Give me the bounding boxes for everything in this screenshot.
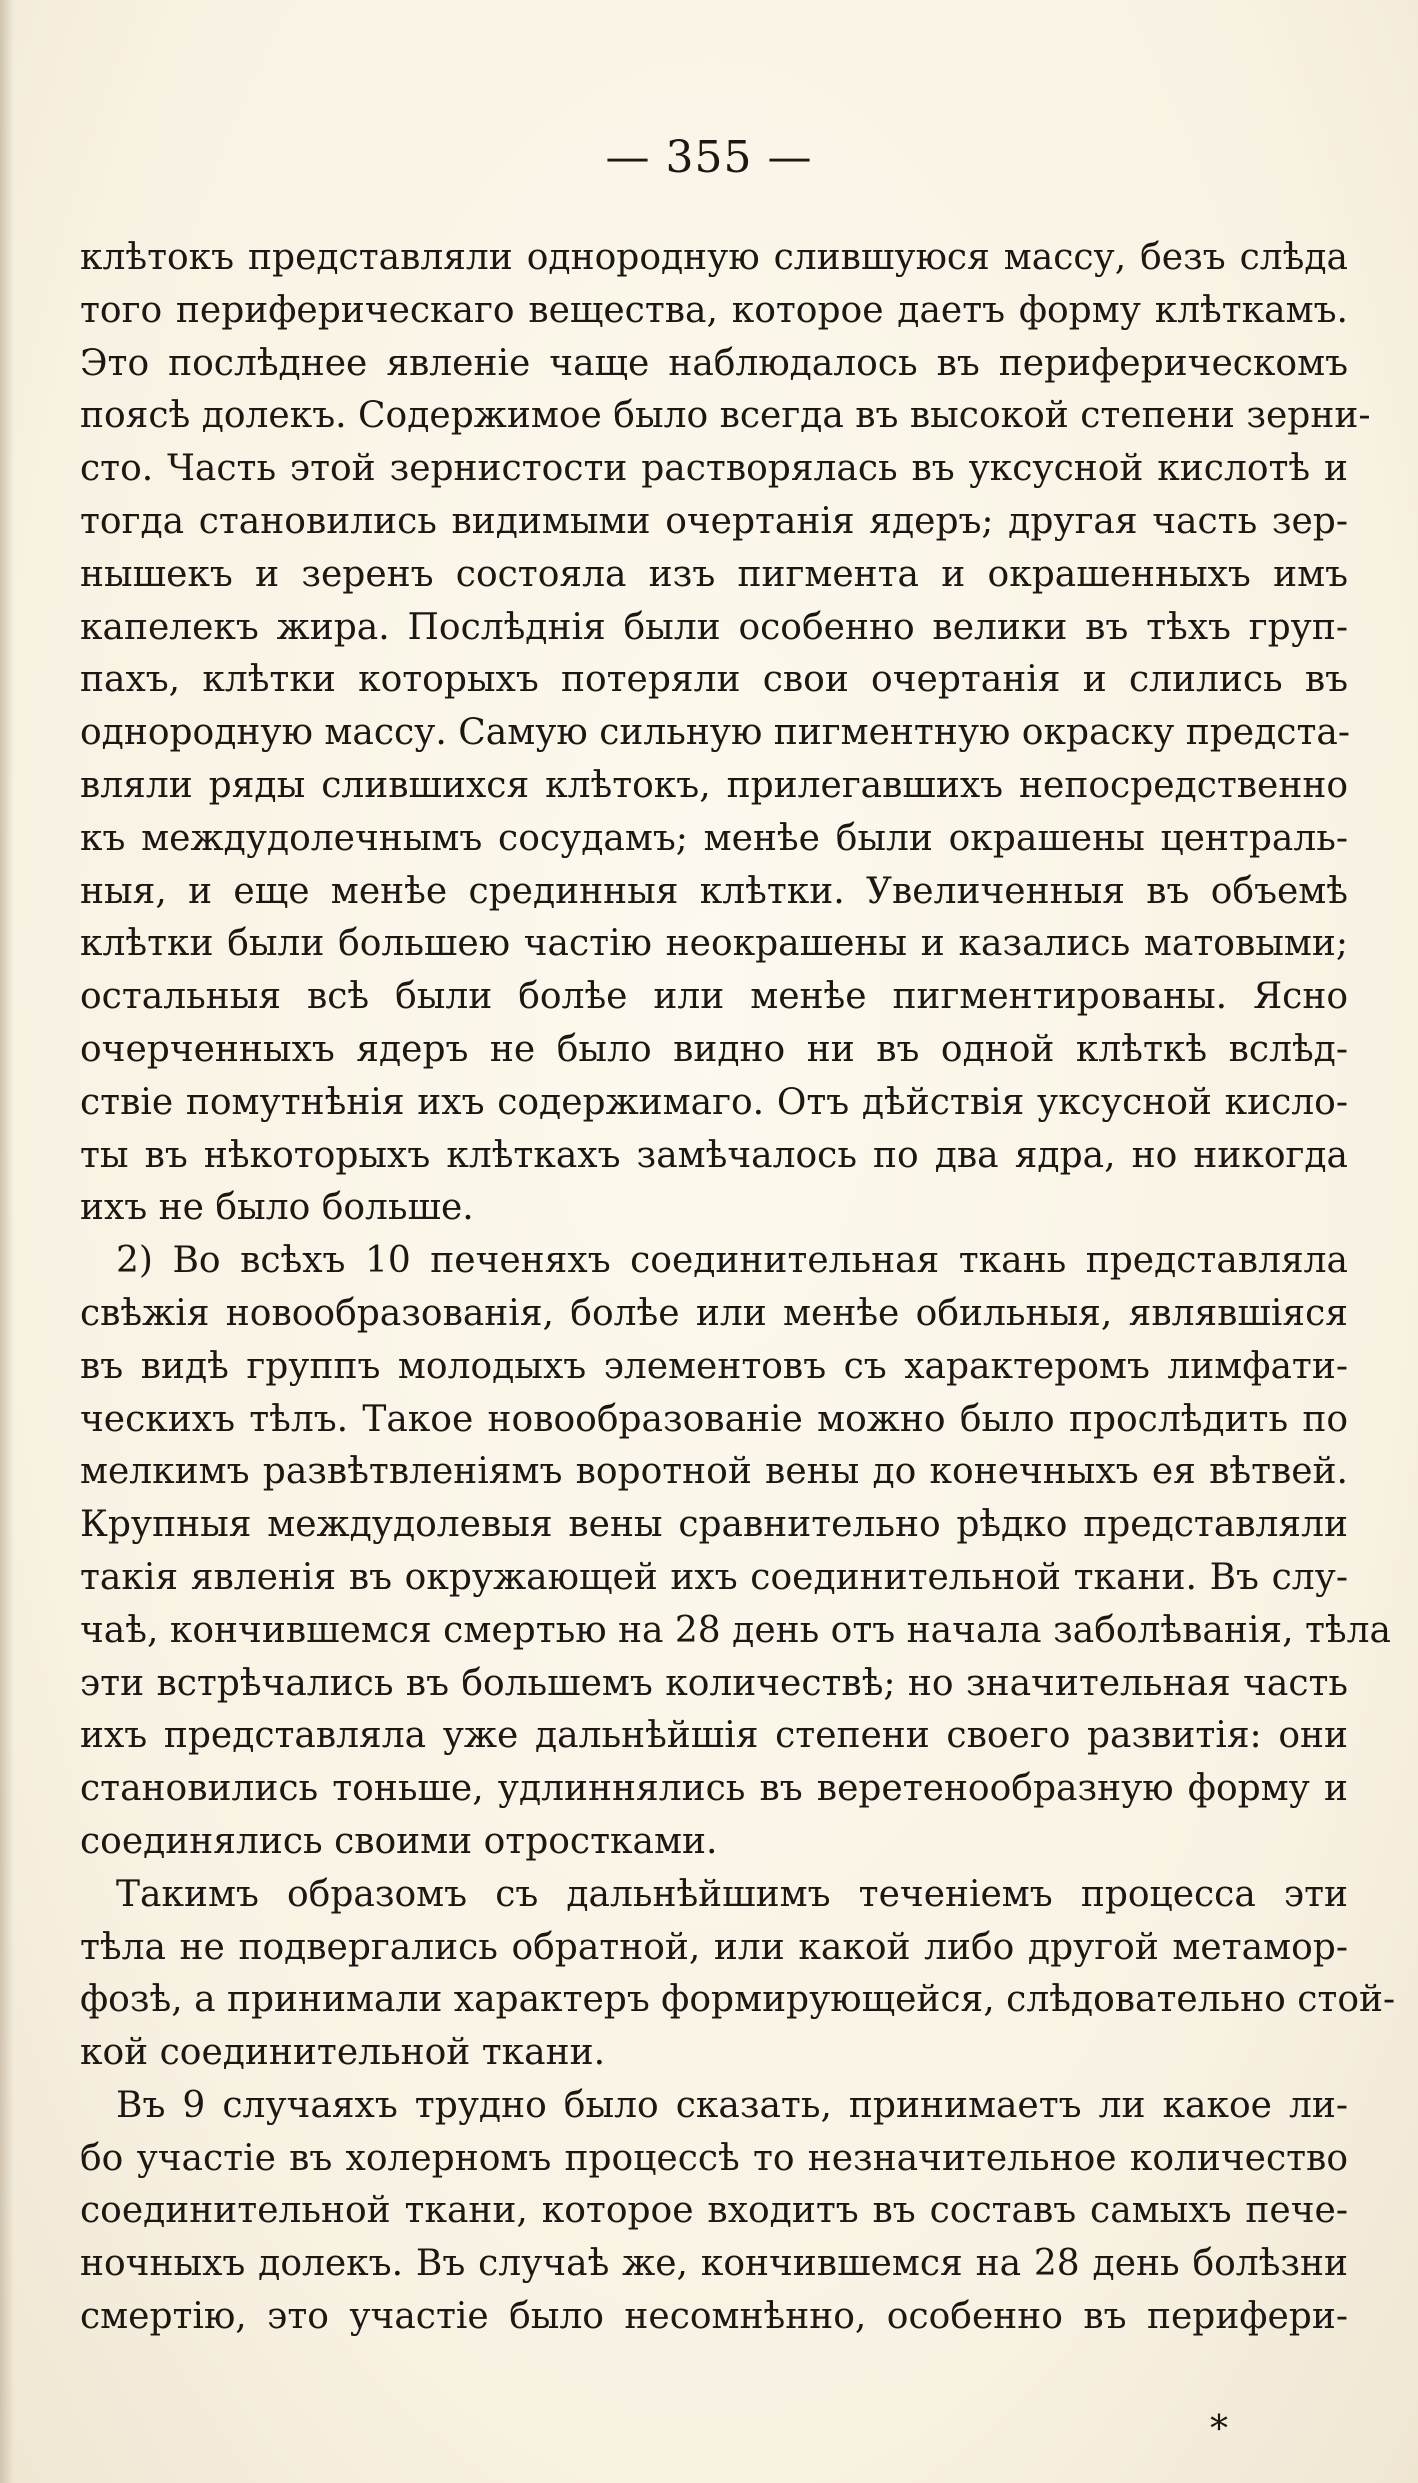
text-line: однородную массу. Самую сильную пигментную окраску предста- (80, 712, 1350, 754)
text-line: капелекъ жира. Послѣднія были особенно велики въ тѣхъ груп- (80, 606, 1348, 648)
text-line: вляли ряды слившихся клѣтокъ, прилегавшихъ непосредственно (80, 764, 1348, 806)
text-line: Такимъ образомъ съ дальнѣйшимъ теченіемъ процесса эти (116, 1873, 1348, 1915)
text-line: того периферическаго вещества, которое даетъ форму клѣткамъ. (80, 289, 1348, 331)
text-line: 2) Во всѣхъ 10 печеняхъ соединительная ткань представляла (116, 1240, 1348, 1282)
text-line: ствіе помутнѣнія ихъ содержимаго. Отъ дѣйствія уксусной кисло- (80, 1081, 1348, 1123)
text-line: ческихъ тѣлъ. Такое новообразованіе можно было прослѣдить по (80, 1398, 1348, 1440)
page-number: — 355 — (605, 132, 813, 183)
text-line: ихъ не было больше. (80, 1187, 474, 1229)
text-line: Крупныя междудолевыя вены сравнительно рѣдко представляли (80, 1504, 1348, 1546)
text-line: чаѣ, кончившемся смертью на 28 день отъ начала заболѣванія, тѣла (80, 1609, 1391, 1651)
text-line: Въ 9 случаяхъ трудно было сказать, принимаетъ ли какое ли- (116, 2084, 1348, 2126)
text-line: такія явленія въ окружающей ихъ соединительной ткани. Въ слу- (80, 1556, 1348, 1598)
text-line: соединялись своими отростками. (80, 1820, 718, 1862)
text-line: бо участіе въ холерномъ процессѣ то незначительное количество (80, 2137, 1348, 2179)
body-text (80, 232, 1396, 2344)
text-line: эти встрѣчались въ большемъ количествѣ; но значительная часть (80, 1662, 1348, 1704)
text-line: нышекъ и зеренъ состояла изъ пигмента и окрашенныхъ имъ (80, 553, 1348, 595)
text-line: фозѣ, а принимали характеръ формирующейся, слѣдовательно стой- (80, 1979, 1396, 2021)
text-line: свѣжія новообразованія, болѣе или менѣе обильныя, являвшіяся (80, 1292, 1348, 1334)
text-line: кой соединительной ткани. (80, 2032, 606, 2074)
text-line: клѣтки были большею частію неокрашены и казались матовыми; (80, 923, 1348, 965)
text-line: остальныя всѣ были болѣе или менѣе пигментированы. Ясно (80, 976, 1348, 1018)
text-line: тогда становились видимыми очертанія ядеръ; другая часть зер- (80, 500, 1348, 542)
text-line: мелкимъ развѣтвленіямъ воротной вены до конечныхъ ея вѣтвей. (80, 1451, 1348, 1493)
text-line: становились тоньше, удлиннялись въ веретенообразную форму и (80, 1768, 1348, 1810)
text-line: сто. Часть этой зернистости растворялась въ уксусной кислотѣ и (80, 448, 1348, 490)
footer-signature-mark: * (1210, 2409, 1228, 2450)
text-line: тѣла не подвергались обратной, или какой либо другой метамор- (80, 1926, 1348, 1968)
text-line: соединительной ткани, которое входитъ въ составъ самыхъ пече- (80, 2190, 1348, 2232)
text-line: ныя, и еще менѣе срединныя клѣтки. Увеличенныя въ объемѣ (80, 870, 1348, 912)
text-line: клѣтокъ представляли однородную слившуюся массу, безъ слѣда (80, 237, 1348, 278)
text-line: пахъ, клѣтки которыхъ потеряли свои очертанія и слились въ (80, 659, 1348, 701)
text-line: смертію, это участіе было несомнѣнно, особенно въ перифери- (80, 2296, 1348, 2338)
text-line: къ междудолечнымъ сосудамъ; менѣе были окрашены централь- (80, 817, 1348, 859)
text-line: ты въ нѣкоторыхъ клѣткахъ замѣчалось по два ядра, но никогда (80, 1134, 1348, 1176)
text-line: очерченныхъ ядеръ не было видно ни въ одной клѣткѣ вслѣд- (80, 1028, 1348, 1070)
page-shadow-edge (0, 0, 14, 2483)
text-line: Это послѣднее явленіе чаще наблюдалось въ периферическомъ (80, 342, 1348, 384)
text-line: поясѣ долекъ. Содержимое было всегда въ высокой степени зерни- (80, 395, 1371, 437)
text-line: ночныхъ долекъ. Въ случаѣ же, кончившемся на 28 день болѣзни (80, 2243, 1348, 2285)
text-line: ихъ представляла уже дальнѣйшія степени своего развитія: они (80, 1715, 1348, 1757)
text-line: въ видѣ группъ молодыхъ элементовъ съ характеромъ лимфати- (80, 1345, 1348, 1387)
